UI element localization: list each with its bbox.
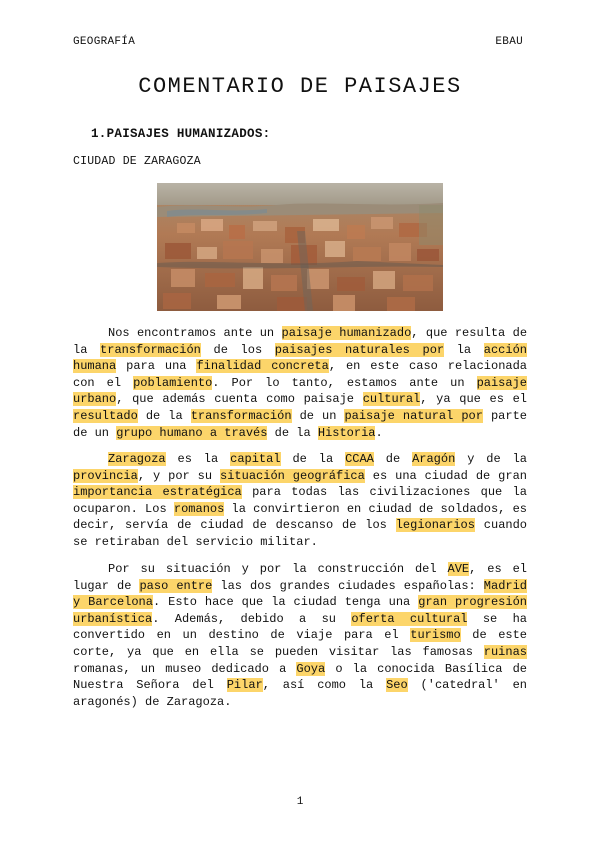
paragraph-text: , ya que es el <box>420 392 527 407</box>
header-exam: EBAU <box>495 36 523 48</box>
header-subject: GEOGRAFÍA <box>73 36 136 48</box>
paragraph-text: de <box>373 452 413 466</box>
zaragoza-aerial-photo <box>157 183 443 311</box>
paragraph-text: Nos encontramos ante un <box>108 326 282 340</box>
highlighted-term: importancia estratégica <box>73 485 242 500</box>
highlighted-term: paso entre <box>139 578 213 593</box>
highlighted-term: grupo humano a través <box>116 425 268 440</box>
paragraph-text: , y por su <box>137 468 221 483</box>
paragraph-text: se ha convertido en un destino de viaje para el <box>73 611 527 643</box>
highlighted-term: resultado <box>73 408 138 423</box>
highlighted-term: gran progresión urbanística <box>73 595 527 626</box>
page-number: 1 <box>296 796 304 808</box>
aerial-city-image <box>157 183 443 311</box>
highlighted-term: transformación <box>190 408 292 423</box>
paragraph-text: . Por lo tanto, estamos ante un <box>212 375 477 390</box>
paragraph-text: , es el lugar de <box>73 562 527 593</box>
highlighted-term: provincia <box>73 468 138 483</box>
paragraph-text: de un <box>291 408 345 423</box>
section-heading: 1.PAISAJES HUMANIZADOS: <box>91 127 271 141</box>
paragraph-text: . Además, debido a su <box>152 611 352 626</box>
paragraph-1 <box>73 325 527 441</box>
highlighted-term: Zaragoza <box>108 452 166 466</box>
paragraph-text: ('catedral' en aragonés) de Zaragoza. <box>73 678 527 709</box>
paragraph-text: , en este caso relacionada con el <box>73 359 527 390</box>
paragraph-text: Por su situación y por la construcción del <box>108 562 448 576</box>
highlighted-term: paisaje humanizado <box>281 326 412 340</box>
highlighted-term: paisaje urbano <box>73 375 527 407</box>
highlighted-term: situación geográfica <box>220 468 365 483</box>
highlighted-term: legionarios <box>395 518 475 533</box>
paragraph-text: de la <box>267 425 318 440</box>
paragraph-3 <box>73 561 527 710</box>
paragraph-text: las dos grandes ciudades españolas: <box>212 578 484 593</box>
paragraph-text: cuando se retiraban del servicio militar. <box>73 518 527 549</box>
highlighted-term: CCAA <box>345 452 374 466</box>
paragraph-text: y de la <box>455 452 527 466</box>
highlighted-term: Pilar <box>226 678 263 693</box>
highlighted-term: turismo <box>410 628 461 643</box>
highlighted-term: paisaje natural por <box>344 408 483 423</box>
paragraph-text: , así como la <box>262 678 387 693</box>
highlighted-term: acción humana <box>73 342 527 374</box>
paragraph-text: romanas, un museo dedicado a <box>73 661 297 676</box>
page-title: COMENTARIO DE PAISAJES <box>138 74 462 99</box>
highlighted-term: poblamiento <box>133 375 213 390</box>
highlighted-term: Madrid y Barcelona <box>73 578 528 610</box>
highlighted-term: Goya <box>296 661 326 676</box>
highlighted-term: paisajes naturales por <box>274 342 445 357</box>
paragraph-2 <box>73 451 527 551</box>
highlighted-term: AVE <box>447 562 470 576</box>
paragraph-text: parte de un <box>73 408 527 440</box>
paragraph-text: , que resulta de la <box>73 326 528 357</box>
highlighted-term: Historia <box>317 425 376 440</box>
paragraph-text: de la <box>137 408 191 423</box>
highlighted-term: cultural <box>362 392 421 407</box>
paragraph-text: de la <box>280 452 346 466</box>
paragraph-text: la convirtieron en ciudad de soldados, es decir, servía de ciudad de descanso de los <box>73 501 527 533</box>
city-subheading: CIUDAD DE ZARAGOZA <box>73 155 201 168</box>
paragraph-text: es la <box>165 452 231 466</box>
highlighted-term: oferta cultural <box>351 611 468 626</box>
paragraph-text: , que además cuenta como paisaje <box>116 392 363 407</box>
paragraph-text: o la conocida Basílica de Nuestra Señora del <box>73 661 527 693</box>
highlighted-term: Seo <box>386 678 408 693</box>
highlighted-term: finalidad concreta <box>196 359 329 374</box>
paragraph-text: de los <box>200 342 275 357</box>
highlighted-term: ruinas <box>483 644 527 659</box>
paragraph-text: es una ciudad de gran <box>364 468 527 483</box>
paragraph-text: . <box>375 425 383 440</box>
highlighted-term: romanos <box>173 501 225 516</box>
highlighted-term: Aragón <box>412 452 456 466</box>
paragraph-text: la <box>444 342 484 357</box>
highlighted-term: transformación <box>100 342 201 357</box>
highlighted-term: capital <box>230 452 281 466</box>
paragraph-text: de este corte, ya que en ella se pueden visitar las famosas <box>73 628 527 659</box>
paragraph-text: . Esto hace que la ciudad tenga una <box>152 595 419 610</box>
paragraph-text: para todas las civilizaciones que la ocuparon. Los <box>73 485 527 516</box>
paragraph-text: para una <box>116 359 197 374</box>
